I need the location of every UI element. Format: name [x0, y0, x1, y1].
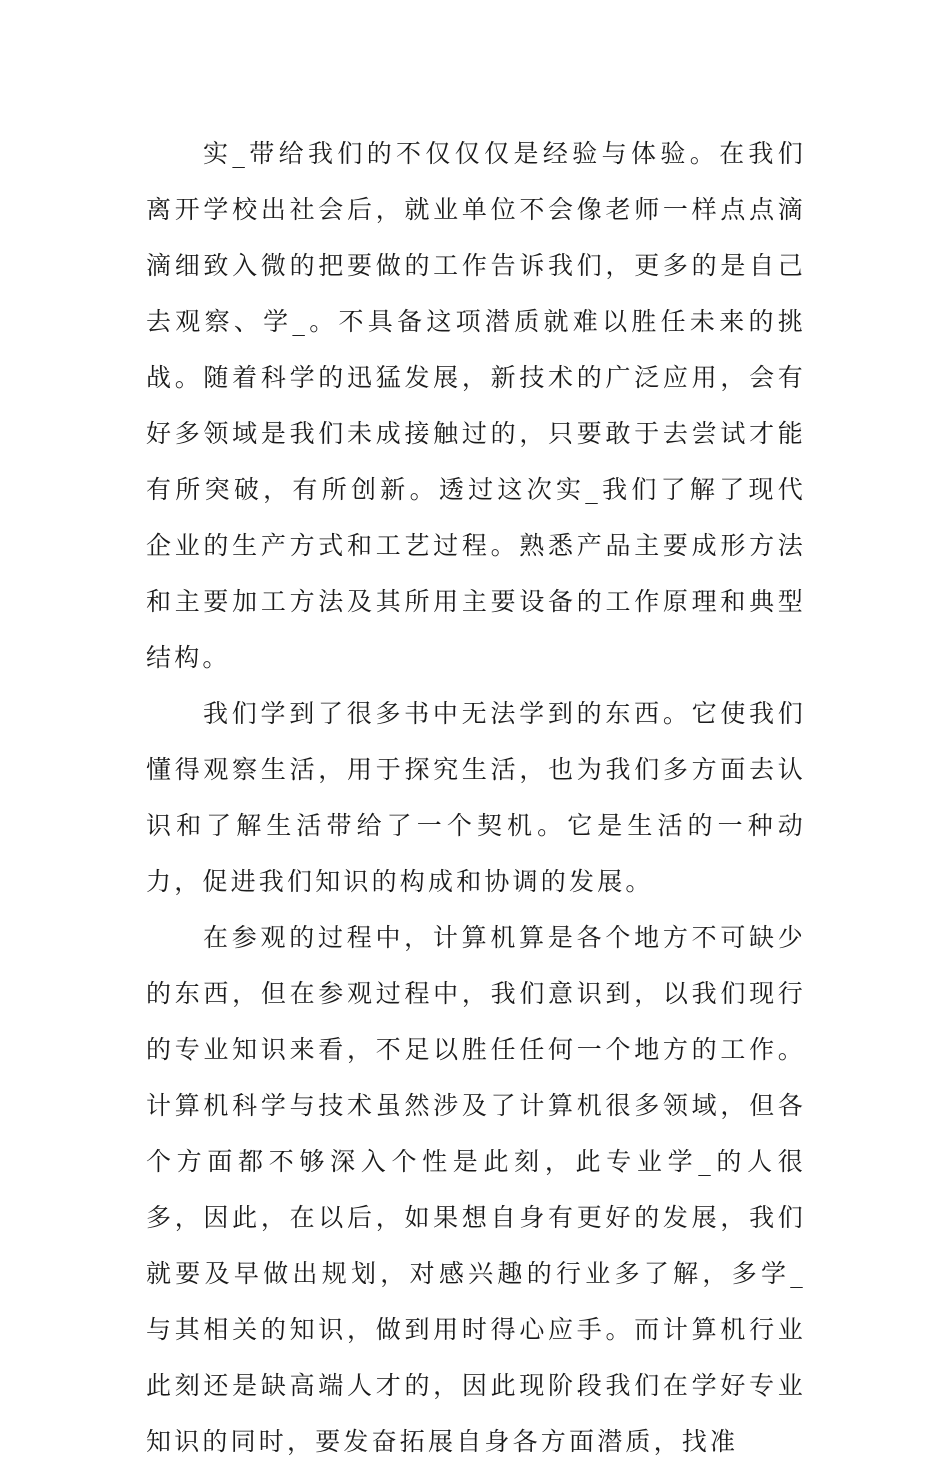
- paragraph-1: 实_带给我们的不仅仅仅是经验与体验。在我们离开学校出社会后，就业单位不会像老师一样点点滴滴细致入微的把要做的工作告诉我们，更多的是自己去观察、学_。不具备这项潜质就难以胜任未来的挑战。随着科学的迅猛发展，新技术的广泛应用，会有好多领域是我们未成接触过的，只要敢于去尝试才能有所突破，有所创新。透过这次实_我们了解了现代企业的生产方式和工艺过程。熟悉产品主要成形方法和主要加工方法及其所用主要设备的工作原理和典型结构。: [146, 139, 806, 672]
- paragraph-2: 我们学到了很多书中无法学到的东西。它使我们懂得观察生活，用于探究生活，也为我们多方面去认识和了解生活带给了一个契机。它是生活的一种动力，促进我们知识的构成和协调的发展。: [146, 699, 806, 896]
- document-body: [146, 126, 806, 1470]
- paragraph-3: 在参观的过程中，计算机算是各个地方不可缺少的东西，但在参观过程中，我们意识到，以我们现行的专业知识来看，不足以胜任任何一个地方的工作。计算机科学与技术虽然涉及了计算机很多领域，但各个方面都不够深入个性是此刻，此专业学_的人很多，因此，在以后，如果想自身有更好的发展，我们就要及早做出规划，对感兴趣的行业多了解，多学_与其相关的知识，做到用时得心应手。而计算机行业此刻还是缺高端人才的，因此现阶段我们在学好专业知识的同时，要发奋拓展自身各方面潜质，找准: [146, 923, 806, 1456]
